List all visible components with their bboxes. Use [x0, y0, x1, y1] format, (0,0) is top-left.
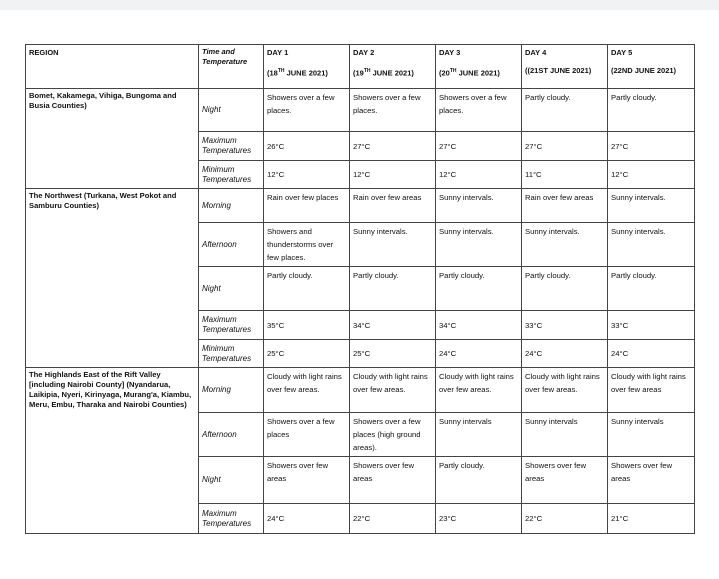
table-row — [26, 89, 695, 132]
forecast-cell: Showers over a few places. — [264, 89, 350, 132]
forecast-cell: Sunny intervals — [608, 413, 695, 457]
time-label: Afternoon — [199, 413, 264, 457]
header-time: Time and Temperature — [199, 45, 264, 89]
forecast-cell: Showers over few areas — [522, 457, 608, 504]
forecast-cell: Partly cloudy. — [350, 267, 436, 311]
table-row — [26, 189, 695, 223]
temperature-cell: 23°C — [436, 504, 522, 534]
forecast-cell: Sunny intervals. — [522, 223, 608, 267]
temperature-cell: 25°C — [264, 340, 350, 368]
temperature-cell: 35°C — [264, 311, 350, 340]
viewer-top-bar — [0, 0, 719, 10]
forecast-cell: Showers over few areas — [350, 457, 436, 504]
time-label: Afternoon — [199, 223, 264, 267]
header-day-1: DAY 1 (18TH JUNE 2021) — [264, 45, 350, 89]
time-label: Morning — [199, 368, 264, 413]
temperature-cell: 24°C — [608, 340, 695, 368]
header-day-4: DAY 4 ((21ST JUNE 2021) — [522, 45, 608, 89]
forecast-cell: Cloudy with light rains over few areas. — [522, 368, 608, 413]
time-label: Night — [199, 89, 264, 132]
forecast-cell: Showers over few areas — [608, 457, 695, 504]
forecast-cell: Cloudy with light rains over few areas. — [436, 368, 522, 413]
forecast-cell: Cloudy with light rains over few areas. — [350, 368, 436, 413]
forecast-cell: Showers and thunderstorms over few places. — [264, 223, 350, 267]
region-name: The Highlands East of the Rift Valley [including Nairobi County] (Nyandarua, Laikipia, Nyeri, Kirinyaga, Murang'a, Kiambu, Meru, Embu, Tharaka and Nairobi Counties) — [26, 368, 199, 534]
forecast-cell: Sunny intervals. — [436, 189, 522, 223]
time-label: Maximum Temperatures — [199, 311, 264, 340]
temperature-cell: 25°C — [350, 340, 436, 368]
temperature-cell: 22°C — [522, 504, 608, 534]
temperature-cell: 33°C — [608, 311, 695, 340]
temperature-cell: 12°C — [608, 161, 695, 189]
forecast-cell: Partly cloudy. — [436, 457, 522, 504]
region-name: The Northwest (Turkana, West Pokot and Samburu Counties) — [26, 189, 199, 368]
forecast-cell: Showers over a few places (high ground areas). — [350, 413, 436, 457]
forecast-cell: Sunny intervals. — [350, 223, 436, 267]
temperature-cell: 26°C — [264, 132, 350, 161]
forecast-cell: Showers over a few places — [264, 413, 350, 457]
temperature-cell: 22°C — [350, 504, 436, 534]
forecast-cell: Showers over few areas — [264, 457, 350, 504]
forecast-cell: Rain over few places — [264, 189, 350, 223]
time-label: Night — [199, 267, 264, 311]
time-label: Morning — [199, 189, 264, 223]
forecast-cell: Partly cloudy. — [608, 89, 695, 132]
table-row — [26, 368, 695, 413]
forecast-cell: Rain over few areas — [350, 189, 436, 223]
forecast-cell: Partly cloudy. — [522, 89, 608, 132]
forecast-cell: Partly cloudy. — [522, 267, 608, 311]
forecast-cell: Sunny intervals. — [608, 223, 695, 267]
temperature-cell: 24°C — [436, 340, 522, 368]
temperature-cell: 33°C — [522, 311, 608, 340]
forecast-cell: Sunny intervals. — [436, 223, 522, 267]
forecast-cell: Partly cloudy. — [608, 267, 695, 311]
forecast-cell: Showers over a few places. — [350, 89, 436, 132]
header-region: REGION — [26, 45, 199, 89]
temperature-cell: 24°C — [522, 340, 608, 368]
temperature-cell: 12°C — [264, 161, 350, 189]
header-day-3: DAY 3 (20TH JUNE 2021) — [436, 45, 522, 89]
temperature-cell: 12°C — [436, 161, 522, 189]
time-label: Minimum Temperatures — [199, 161, 264, 189]
temperature-cell: 24°C — [264, 504, 350, 534]
forecast-cell: Partly cloudy. — [436, 267, 522, 311]
time-label: Maximum Temperatures — [199, 132, 264, 161]
forecast-cell: Sunny intervals — [522, 413, 608, 457]
temperature-cell: 34°C — [436, 311, 522, 340]
header-row — [26, 45, 695, 89]
temperature-cell: 27°C — [608, 132, 695, 161]
temperature-cell: 27°C — [436, 132, 522, 161]
temperature-cell: 27°C — [350, 132, 436, 161]
forecast-cell: Sunny intervals. — [608, 189, 695, 223]
forecast-cell: Showers over a few places. — [436, 89, 522, 132]
time-label: Minimum Temperatures — [199, 340, 264, 368]
temperature-cell: 11°C — [522, 161, 608, 189]
time-label: Maximum Temperatures — [199, 504, 264, 534]
temperature-cell: 27°C — [522, 132, 608, 161]
forecast-cell: Rain over few areas — [522, 189, 608, 223]
region-name: Bomet, Kakamega, Vihiga, Bungoma and Busia Counties) — [26, 89, 199, 189]
forecast-cell: Sunny intervals — [436, 413, 522, 457]
time-label: Night — [199, 457, 264, 504]
forecast-cell: Cloudy with light rains over few areas — [608, 368, 695, 413]
temperature-cell: 34°C — [350, 311, 436, 340]
temperature-cell: 21°C — [608, 504, 695, 534]
forecast-cell: Cloudy with light rains over few areas. — [264, 368, 350, 413]
temperature-cell: 12°C — [350, 161, 436, 189]
header-day-5: DAY 5 (22ND JUNE 2021) — [608, 45, 695, 89]
forecast-table — [25, 44, 695, 534]
forecast-cell: Partly cloudy. — [264, 267, 350, 311]
header-day-2: DAY 2 (19TH JUNE 2021) — [350, 45, 436, 89]
